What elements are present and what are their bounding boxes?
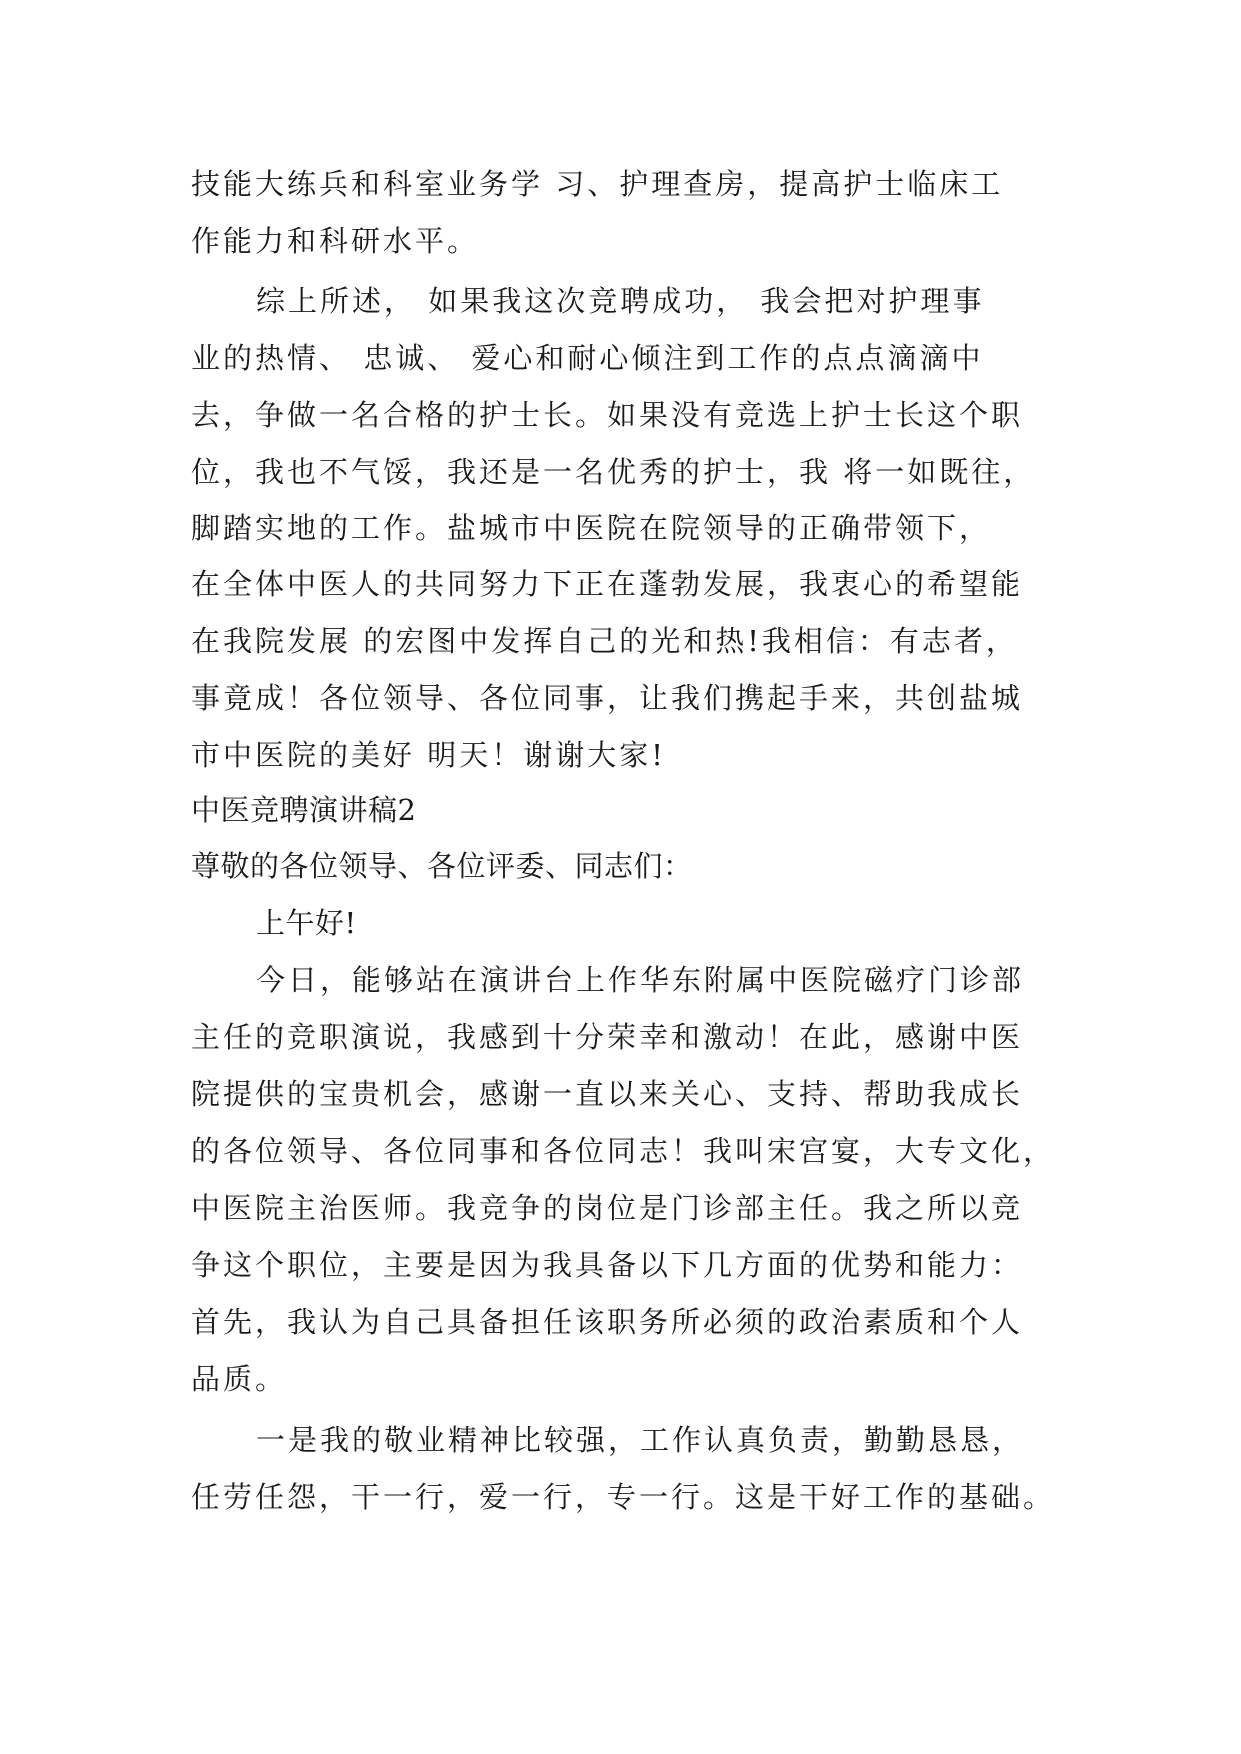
- paragraph-line: 作能力和科研水平。: [191, 224, 480, 258]
- paragraph-line: 技能大练兵和科室业务学 习、护理查房，提高护士临床工: [191, 167, 1004, 201]
- paragraph-line: 争这个职位，主要是因为我具备以下几方面的优势和能力：: [191, 1248, 1024, 1282]
- paragraph-line: 综上所述， 如果我这次竞聘成功， 我会把对护理事: [256, 284, 985, 318]
- paragraph-line: 首先，我认为自己具备担任该职务所必须的政治素质和个人: [191, 1305, 1024, 1339]
- paragraph-line: 品质。: [191, 1362, 288, 1396]
- paragraph-line: 的各位领导、各位同事和各位同志！我叫宋宫宴，大专文化，: [191, 1134, 1056, 1168]
- paragraph-line: 今日，能够站在演讲台上作华东附属中医院磁疗门诊部: [256, 963, 1025, 997]
- paragraph-line: 市中医院的美好 明天！谢谢大家!: [191, 738, 666, 772]
- paragraph-line: 院提供的宝贵机会，感谢一直以来关心、支持、帮助我成长: [191, 1077, 1024, 1111]
- paragraph-line: 位，我也不气馁，我还是一名优秀的护士，我 将一如既往，: [191, 455, 1036, 489]
- section-title: 中医竞聘演讲稿2: [191, 793, 417, 827]
- paragraph-line: 脚踏实地的工作。盐城市中医院在院领导的正确带领下，: [191, 511, 992, 545]
- paragraph-line: 在我院发展 的宏图中发挥自己的光和热!我相信：有志者，: [191, 624, 1018, 658]
- paragraph-line: 主任的竞职演说，我感到十分荣幸和激动！在此，感谢中医: [191, 1020, 1024, 1054]
- paragraph-line: 中医院主治医师。我竞争的岗位是门诊部主任。我之所以竞: [191, 1191, 1024, 1225]
- greeting: 上午好!: [256, 906, 357, 940]
- paragraph-line: 任劳任怨，干一行，爱一行，专一行。这是干好工作的基础。: [191, 1480, 1056, 1514]
- paragraph-line: 事竟成！各位领导、各位同事，让我们携起手来，共创盐城: [191, 681, 1024, 715]
- paragraph-line: 一是我的敬业精神比较强，工作认真负责，勤勤恳恳，: [256, 1423, 1025, 1457]
- paragraph-line: 业的热情、 忠诚、 爱心和耐心倾注到工作的点点滴滴中: [191, 341, 984, 375]
- paragraph-line: 去，争做一名合格的护士长。如果没有竞选上护士长这个职: [191, 398, 1024, 432]
- salutation: 尊敬的各位领导、各位评委、同志们：: [191, 849, 693, 883]
- paragraph-line: 在全体中医人的共同努力下正在蓬勃发展，我衷心的希望能: [191, 567, 1024, 601]
